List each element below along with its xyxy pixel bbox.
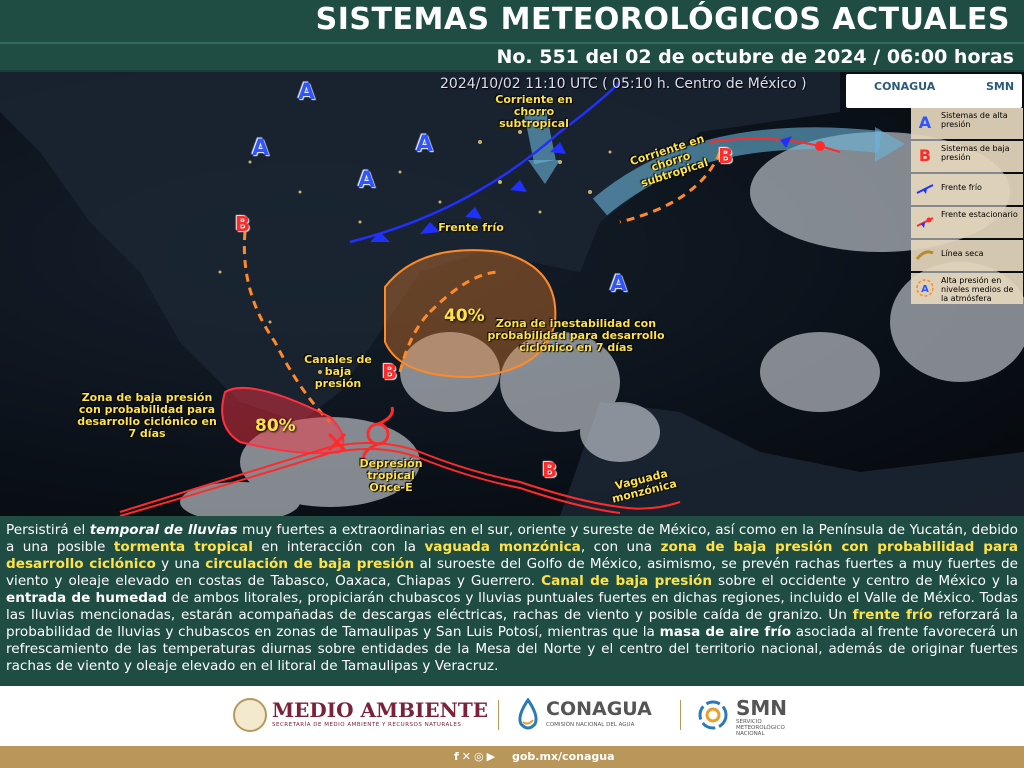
- bulletin-highlight: temporal de lluvias: [89, 522, 238, 538]
- bulletin-segment: sobre el occidente y centro de México y la: [712, 573, 1018, 589]
- legend-item-upper-high: [911, 273, 1023, 304]
- stationary-front-icon: [915, 212, 935, 232]
- footer-bar: [0, 746, 1024, 768]
- mexico-seal-icon: [233, 698, 267, 732]
- medio-ambiente-logo: MEDIO AMBIENTE: [272, 698, 489, 722]
- conagua-logo-small: CONAGUA: [874, 80, 936, 93]
- youtube-icon[interactable]: ▶: [486, 750, 499, 763]
- monsoon-trough-label: Vaguada monzónica: [610, 466, 679, 506]
- tropical-depression-label: Depresión tropical Once-E: [359, 457, 423, 495]
- jet-stream-label-2: Corriente en chorro subtropical: [628, 131, 710, 191]
- subheader-bar: [0, 42, 1024, 70]
- legend-item-dry-line: [911, 240, 1023, 271]
- social-media-icons[interactable]: [454, 750, 498, 763]
- high-pressure-symbol: A: [610, 272, 628, 297]
- bulletin-segment: , con una: [580, 539, 661, 555]
- bulletin-highlight: tormenta tropical: [113, 539, 253, 555]
- jet-stream-label-1: Corriente en chorro subtropical: [495, 93, 573, 131]
- bulletin-segment: muy fuertes a extraordinarias en el sur, oriente y sureste de México, así como en la Península de Yucatán, debido a una posible: [6, 522, 1019, 555]
- high-pressure-symbol: A: [252, 136, 270, 161]
- high-pressure-symbol: A: [298, 80, 316, 105]
- low-pressure-symbol: B: [718, 144, 734, 168]
- dry-line-icon: [915, 245, 935, 265]
- legend-label: Frente estacionario: [941, 210, 1018, 219]
- legend-label: Alta presión en niveles medios de la atmósfera: [941, 276, 1014, 303]
- high-pressure-icon: A: [918, 113, 932, 132]
- legend-label: Sistemas de baja presión: [941, 144, 1010, 162]
- bulletin-segment: de ambos litorales, propiciarán chubascos y lluvias puntuales fuertes en dichas regiones, incluido el Valle de México. Todas las lluvias mencionadas, estarán acompañadas de descargas eléctricas, rachas de viento y posible caída de granizo. Un: [6, 590, 1018, 623]
- low-pressure-symbol: B: [235, 212, 251, 236]
- bulletin-highlight: vaguada monzónica: [424, 539, 581, 555]
- high-pressure-symbol: A: [416, 132, 434, 157]
- smn-logo: SMN: [736, 696, 788, 720]
- instagram-icon[interactable]: ◎: [474, 750, 487, 763]
- smn-swirl-icon: [696, 698, 730, 732]
- bulletin-segment: y una: [155, 556, 206, 572]
- logo-divider: [498, 700, 499, 730]
- low-pressure-zone-probability: 80%: [255, 416, 296, 436]
- bulletin-highlight: Canal de baja presión: [541, 573, 713, 589]
- conagua-subtitle: COMISIÓN NACIONAL DEL AGUA: [546, 722, 635, 728]
- logo-divider: [680, 700, 681, 730]
- bulletin-segment: al suroeste del Golfo de México, asimismo, se prevén rachas fuertes a muy fuertes de viento y oleaje elevado en costas de Tabasco, Oaxaca, Chiapas y Guerrero.: [6, 556, 1018, 589]
- satellite-map: [0, 72, 1024, 516]
- legend-label: Frente frío: [941, 183, 982, 192]
- page-title: SISTEMAS METEOROLÓGICOS ACTUALES: [315, 2, 1010, 37]
- bulletin-segment: asociada al frente favorecerá un refrescamiento de las temperaturas diurnas sobre entidades de la Mesa del Norte y el centro del territorio nacional, además de originar fuertes rachas de viento y oleaje elevado en el litoral de Tamaulipas y Veracruz.: [6, 624, 1018, 674]
- logos-bar: [0, 686, 1024, 746]
- smn-subtitle: SERVICIO METEOROLÓGICO NACIONAL: [736, 719, 785, 738]
- instability-probability: 40%: [444, 306, 485, 326]
- legend-label: Línea seca: [941, 249, 984, 258]
- map-legend: [911, 108, 1023, 306]
- upper-high-icon: [915, 278, 935, 298]
- low-pressure-symbol: B: [542, 458, 558, 482]
- legend-item-low-pressure: [911, 141, 1023, 172]
- satellite-timestamp: 2024/10/02 11:10 UTC ( 05:10 h. Centro de México ): [440, 76, 807, 92]
- bulletin-highlight: masa de aire frío: [659, 624, 792, 640]
- bulletin-number-date: No. 551 del 02 de octubre de 2024 / 06:00 horas: [496, 46, 1014, 68]
- bulletin-highlight: frente frío: [852, 607, 933, 623]
- legend-label: Sistemas de alta presión: [941, 111, 1008, 129]
- x-twitter-icon[interactable]: ✕: [461, 750, 475, 763]
- legend-item-cold-front: [911, 174, 1023, 205]
- low-pressure-icon: B: [918, 146, 932, 165]
- bulletin-text: [0, 516, 1024, 686]
- bulletin-highlight: zona de baja presión con probabilidad para desarrollo ciclónico: [6, 539, 1018, 572]
- low-pressure-symbol: B: [382, 360, 398, 384]
- map-logos: [846, 74, 1022, 108]
- svg-text:A: A: [921, 284, 929, 295]
- conagua-drop-icon: [515, 698, 541, 732]
- low-pressure-channels-label: Canales de baja presión: [304, 353, 372, 391]
- bulletin-segment: reforzará la probabilidad de lluvias y chubascos en zonas de Tamaulipas y San Luis Potosí, mientras que la: [6, 607, 1018, 640]
- cold-front-label: Frente frío: [438, 221, 504, 234]
- header-bar: [0, 0, 1024, 42]
- medio-ambiente-subtitle: SECRETARÍA DE MEDIO AMBIENTE Y RECURSOS NATURALES: [272, 722, 462, 728]
- website-link[interactable]: gob.mx/conagua: [512, 750, 615, 763]
- conagua-logo: CONAGUA: [546, 698, 652, 720]
- legend-item-high-pressure: [911, 108, 1023, 139]
- bulletin-segment: en interacción con la: [252, 539, 425, 555]
- low-pressure-zone-label: Zona de baja presión con probabilidad para desarrollo ciclónico en 7 días: [77, 391, 217, 441]
- stationary-front-semicircle: [815, 141, 825, 151]
- high-pressure-symbol: A: [358, 168, 376, 193]
- instability-zone-label: Zona de inestabilidad con probabilidad para desarrollo ciclónico en 7 días: [487, 317, 665, 355]
- facebook-icon[interactable]: f: [454, 750, 462, 763]
- bulletin-highlight: circulación de baja presión: [205, 556, 415, 572]
- map-graphics: [0, 72, 1024, 516]
- cold-front-icon: [915, 179, 935, 199]
- smn-logo-small: SMN: [986, 80, 1015, 93]
- bulletin-highlight: entrada de humedad: [6, 590, 167, 606]
- bulletin-segment: Persistirá el: [6, 522, 90, 538]
- legend-item-stationary-front: [911, 207, 1023, 238]
